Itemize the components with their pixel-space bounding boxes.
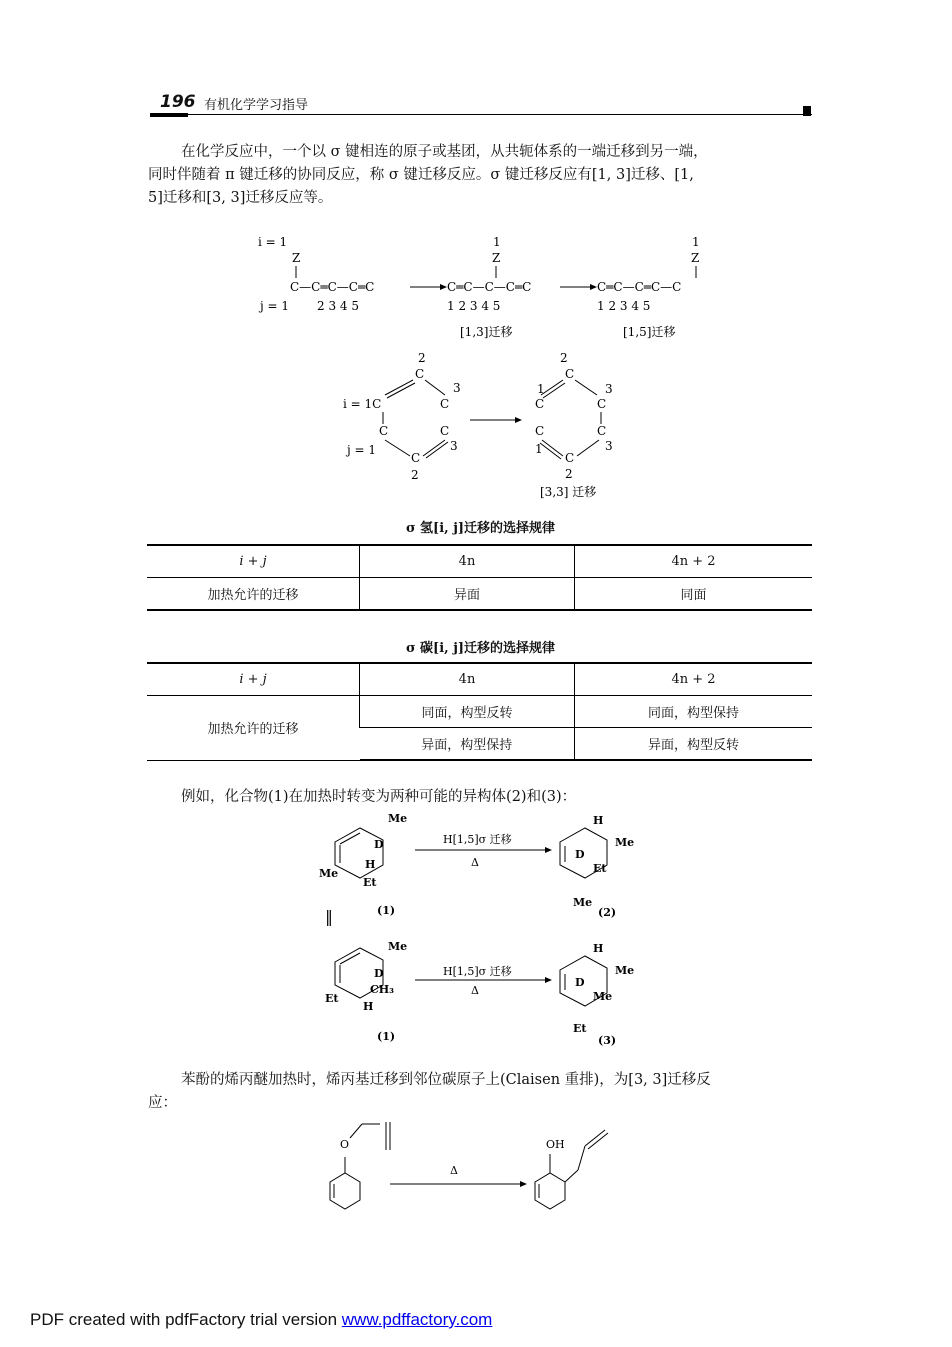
- n3-top-right: 3: [605, 382, 613, 396]
- atom-c3-top-left: C: [440, 397, 450, 411]
- me-top-1: Me: [388, 812, 408, 825]
- equivalence-mark: ‖: [325, 907, 333, 926]
- table-hydrogen: [147, 544, 812, 611]
- atom-c2-top-left: C: [415, 367, 425, 381]
- claisen-line-1: 苯酚的烯丙醚加热时，烯丙基迁移到邻位碳原子上(Claisen 重排)，为[3, 3]迁移反: [181, 1072, 711, 1088]
- one-label-15: 1: [692, 235, 700, 249]
- table-cell: 同面，构型保持: [575, 696, 813, 728]
- table-cell: i + j: [147, 545, 360, 578]
- me-left-1: Me: [319, 867, 339, 880]
- n1-top-right: 1: [537, 382, 545, 396]
- cope-33-scheme: [335, 350, 635, 505]
- table-row: [147, 545, 812, 578]
- n2-top-left: 2: [418, 351, 426, 365]
- atom-c1-bottom-right: C: [535, 424, 545, 438]
- table-row: [147, 696, 812, 728]
- table-cell: 4n + 2: [575, 545, 813, 578]
- claisen-line-2: 应：: [148, 1095, 177, 1111]
- i-label: i = 1: [258, 235, 288, 249]
- intro-line-1: 在化学反应中，一个以 σ 键相连的原子或基团，从共轭体系的一端迁移到另一端，: [181, 144, 708, 160]
- chain-15: C═C—C═C—C: [597, 280, 682, 294]
- et-product-2: Et: [593, 862, 607, 875]
- intro-line-2: 同时伴随着 π 键迁移的协同反应，称 σ 键迁移反应。σ 键迁移反应有[1, 3]迁移、[1,: [148, 167, 694, 183]
- header-rule: [150, 114, 812, 115]
- footer-link[interactable]: www.pdffactory.com: [341, 1310, 493, 1329]
- n3-bottom-right: 3: [605, 439, 613, 453]
- d-top-1: D: [374, 838, 384, 851]
- delta-bottom: Δ: [471, 984, 479, 997]
- table-cell: 加热允许的迁移: [147, 696, 360, 761]
- table-cell: 4n: [360, 545, 575, 578]
- arrow-label-top: H[1,5]σ 迁移: [443, 833, 512, 846]
- h15-shift-scheme: [315, 810, 655, 1055]
- n2-top-right: 2: [560, 351, 568, 365]
- me-product-2: Me: [615, 836, 635, 849]
- h-product-2: H: [593, 814, 604, 827]
- table-cell: 4n: [360, 663, 575, 696]
- delta-top: Δ: [471, 856, 479, 869]
- d-product-2: D: [575, 848, 585, 861]
- book-title: 有机化学学习指导: [204, 98, 309, 113]
- intro-line-3: 5]迁移和[3, 3]迁移反应等。: [148, 190, 333, 206]
- n2-bottom-right: 2: [565, 467, 573, 481]
- table-cell: 异面，构型反转: [575, 728, 813, 761]
- z-group-2: Z: [492, 251, 501, 265]
- chain-13: C═C—C—C═C: [447, 280, 532, 294]
- n3-top-left: 3: [453, 381, 461, 395]
- footer-text: PDF created with pdfFactory trial version: [30, 1310, 342, 1329]
- atom-c-bottom-left: C: [379, 424, 389, 438]
- arrow-label-bottom: H[1,5]σ 迁移: [443, 965, 512, 978]
- page-number: 196: [160, 92, 196, 112]
- table-row: [147, 578, 812, 611]
- delta-claisen: Δ: [450, 1164, 458, 1177]
- compound-1-bottom: (1): [377, 1030, 396, 1043]
- table-carbon-caption: σ 碳[i, j]迁移的选择规律: [405, 641, 556, 656]
- j-label: j = 1: [260, 299, 290, 313]
- table-carbon: [147, 662, 812, 761]
- chain-start: C—C═C—C═C: [290, 280, 375, 294]
- atom-c3-bottom-left: C: [440, 424, 450, 438]
- ch3-1b: CH₃: [370, 983, 394, 996]
- me-bottom-product-2: Me: [573, 896, 593, 909]
- pdf-footer: [30, 1310, 492, 1330]
- h-product-3: H: [593, 942, 604, 955]
- sigmatropic-chain-scheme: [250, 232, 720, 347]
- label-33-shift: [3,3] 迁移: [540, 485, 597, 499]
- i-label-33: i = 1C: [343, 397, 382, 411]
- et-top-1: Et: [363, 876, 377, 889]
- table-cell: 同面: [575, 578, 813, 611]
- me-product-3: Me: [615, 964, 635, 977]
- atom-c2-bottom-left: C: [411, 451, 421, 465]
- z-group-1: Z: [292, 251, 301, 265]
- atom-c3-bottom-right: C: [597, 424, 607, 438]
- compound-1-top: (1): [377, 904, 396, 917]
- table-cell: i + j: [147, 663, 360, 696]
- et-product-3: Et: [573, 1022, 587, 1035]
- h-1b: H: [363, 1000, 374, 1013]
- table-cell: 同面，构型反转: [360, 696, 575, 728]
- atom-c2-top-right: C: [565, 367, 575, 381]
- chain-15-numbers: 1 2 3 4 5: [597, 299, 651, 313]
- phenol-oh: OH: [546, 1138, 565, 1151]
- z-group-3: Z: [691, 251, 700, 265]
- example-paragraph: 例如，化合物(1)在加热时转变为两种可能的异构体(2)和(3)：: [181, 789, 577, 805]
- ether-oxygen: O: [340, 1138, 350, 1151]
- compound-2: (2): [598, 906, 617, 919]
- d-product-3: D: [575, 976, 585, 989]
- claisen-paragraph: [148, 1069, 813, 1115]
- d-top-1b: D: [374, 967, 384, 980]
- j-label-33: j = 1: [347, 443, 377, 457]
- table-cell: 异面，构型保持: [360, 728, 575, 761]
- table-hydrogen-caption: σ 氢[i, j]迁移的选择规律: [405, 521, 556, 536]
- atom-c3-top-right: C: [597, 397, 607, 411]
- table-cell: 4n + 2: [575, 663, 813, 696]
- compound-3: (3): [598, 1034, 617, 1047]
- claisen-scheme: [310, 1112, 640, 1222]
- atom-c1-top-right: C: [535, 397, 545, 411]
- label-13-shift: [1,3]迁移: [460, 325, 513, 339]
- atom-c2-bottom-right: C: [565, 451, 575, 465]
- me-ring-product-3: Me: [593, 990, 613, 1003]
- table-cell: 加热允许的迁移: [147, 578, 360, 611]
- intro-paragraph: [148, 141, 813, 210]
- header-rule-accent: [150, 113, 188, 117]
- table-row: [147, 663, 812, 696]
- me-top-1b: Me: [388, 940, 408, 953]
- n2-bottom-left: 2: [411, 468, 419, 482]
- table-cell: 异面: [360, 578, 575, 611]
- label-15-shift: [1,5]迁移: [623, 325, 676, 339]
- n1-bottom-right: 1: [535, 442, 543, 456]
- h-top-1: H: [365, 858, 376, 871]
- n3-bottom-left: 3: [450, 439, 458, 453]
- one-label-13: 1: [493, 235, 501, 249]
- chain-13-numbers: 1 2 3 4 5: [447, 299, 501, 313]
- header-marker: [803, 106, 811, 116]
- chain-start-numbers: 2 3 4 5: [317, 299, 359, 313]
- et-left-1b: Et: [325, 992, 339, 1005]
